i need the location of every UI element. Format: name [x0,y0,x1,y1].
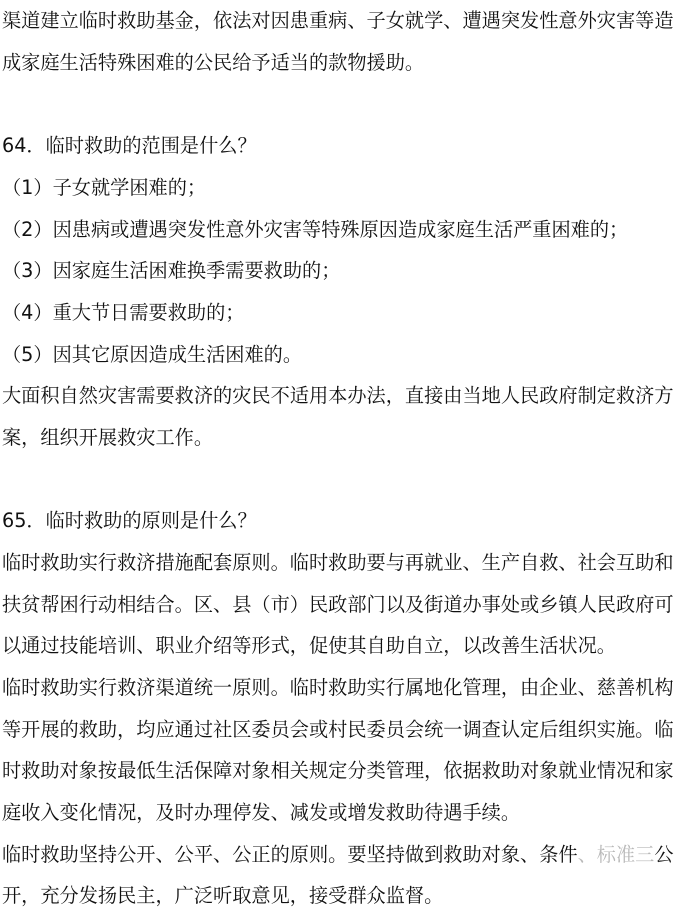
principle-3-line-1-text: 临时救助坚持公开、公平、公正的原则。要坚持做到救助对象、条件 [2,843,578,866]
principle-1-line-2: 扶贫帮困行动相结合。区、县（市）民政部门以及街道办事处或乡镇人民政府可 [2,593,674,616]
scope-item-4: （4）重大节日需要救助的； [2,301,245,324]
scope-item-5: （5）因其它原因造成生活困难的。 [2,343,303,366]
scope-item-2: （2）因患病或遭遇突发性意外灾害等特殊原因造成家庭生活严重困难的； [2,218,629,241]
disaster-note-line-2: 案，组织开展救灾工作。 [2,426,214,449]
principle-2-line-1: 临时救助实行救济渠道统一原则。临时救助实行属地化管理，由企业、慈善机构 [2,676,674,699]
principle-2-line-4: 庭收入变化情况，及时办理停发、减发或增发救助待遇手续。 [2,801,521,824]
question-65-heading: 65．临时救助的原则是什么？ [2,509,257,532]
principle-3-line-1 [2,838,697,872]
question-64-heading: 64．临时救助的范围是什么？ [2,134,257,157]
principle-1-line-3: 以通过技能培训、职业介绍等形式，促使其自助自立，以改善生活状况。 [2,634,616,657]
principle-2-line-2: 等开展的救助，均应通过社区委员会或村民委员会统一调查认定后组织实施。临 [2,718,674,741]
principle-3-line-1-end: 公 [654,843,674,866]
scope-item-3: （3）因家庭生活困难换季需要救助的； [2,259,341,282]
intro-line-2: 成家庭生活特殊困难的公民给予适当的款物援助。 [2,51,425,74]
principle-2-line-3: 时救助对象按最低生活保障对象相关规定分类管理，依据救助对象就业情况和家 [2,759,674,782]
principle-3-faded-text: 、标准三 [577,843,655,866]
scope-item-1: （1）子女就学困难的； [2,176,207,199]
disaster-note-line-1: 大面积自然灾害需要救济的灾民不适用本办法，直接由当地人民政府制定救济方 [2,384,674,407]
principle-3-line-2: 开，充分发扬民主，广泛听取意见，接受群众监督。 [2,884,444,907]
principle-1-line-1: 临时救助实行救济措施配套原则。临时救助要与再就业、生产自救、社会互助和 [2,551,674,574]
intro-line-1: 渠道建立临时救助基金，依法对因患重病、子女就学、遭遇突发性意外灾害等造 [2,9,674,32]
